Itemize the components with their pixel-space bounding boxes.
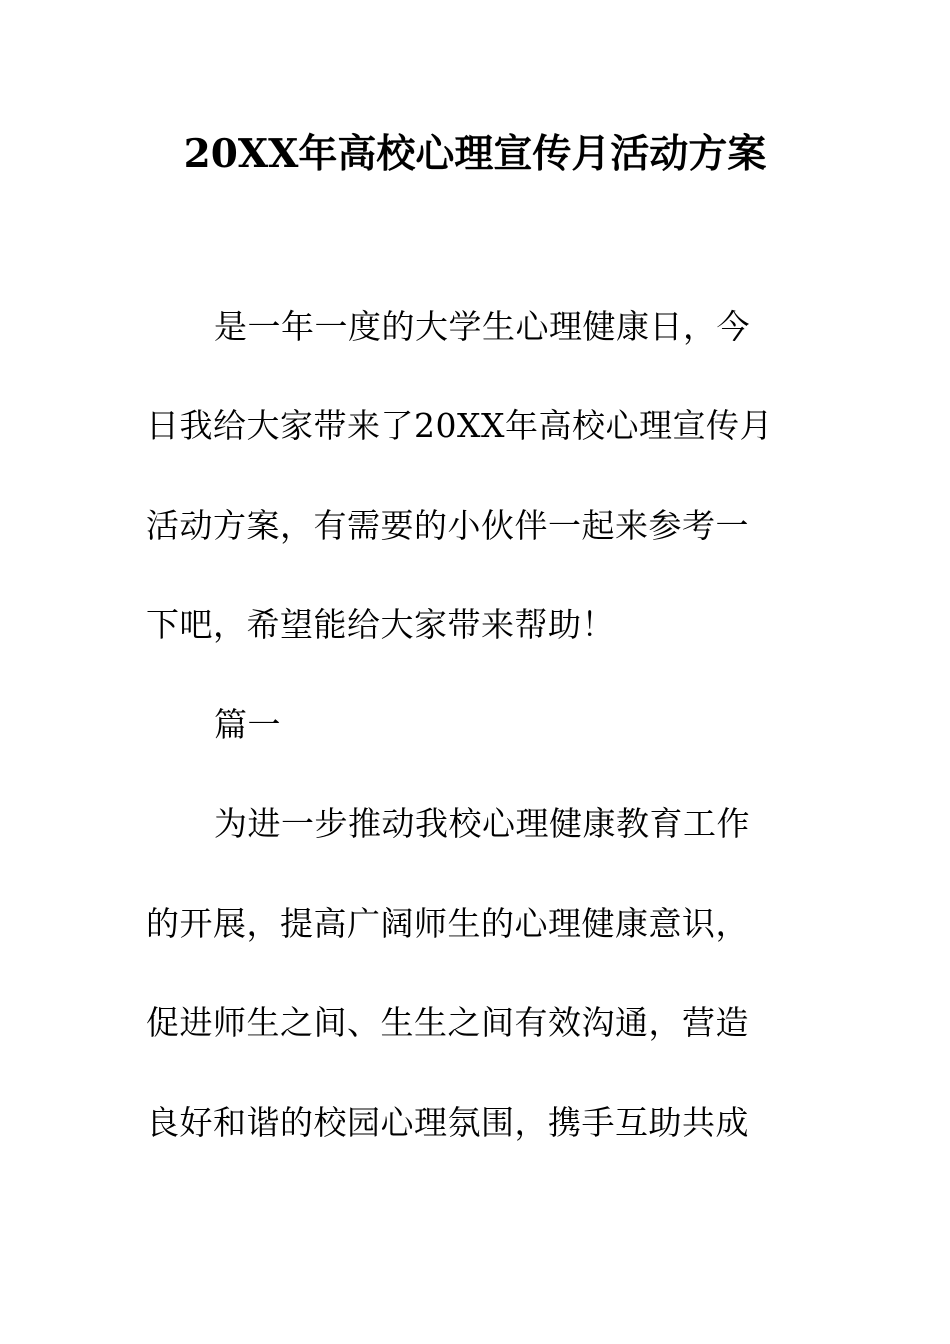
paragraph-line: 活动方案，有需要的小伙伴一起来参考一 [146,506,749,545]
document-title: 20XX年高校心理宣传月活动方案 [183,131,767,177]
section-heading: 篇一 [214,705,281,744]
paragraph-line: 下吧，希望能给大家带来帮助！ [146,605,615,644]
paragraph-line: 为进一步推动我校心理健康教育工作 [214,804,750,843]
paragraph-line: 的开展，提高广阔师生的心理健康意识， [146,904,749,943]
paragraph-line: 是一年一度的大学生心理健康日，今 [214,307,750,346]
paragraph-line: 日我给大家带来了20XX年高校心理宣传月 [146,406,773,445]
paragraph-line: 良好和谐的校园心理氛围，携手互助共成 [146,1103,749,1142]
paragraph-line: 促进师生之间、生生之间有效沟通，营造 [146,1003,749,1042]
